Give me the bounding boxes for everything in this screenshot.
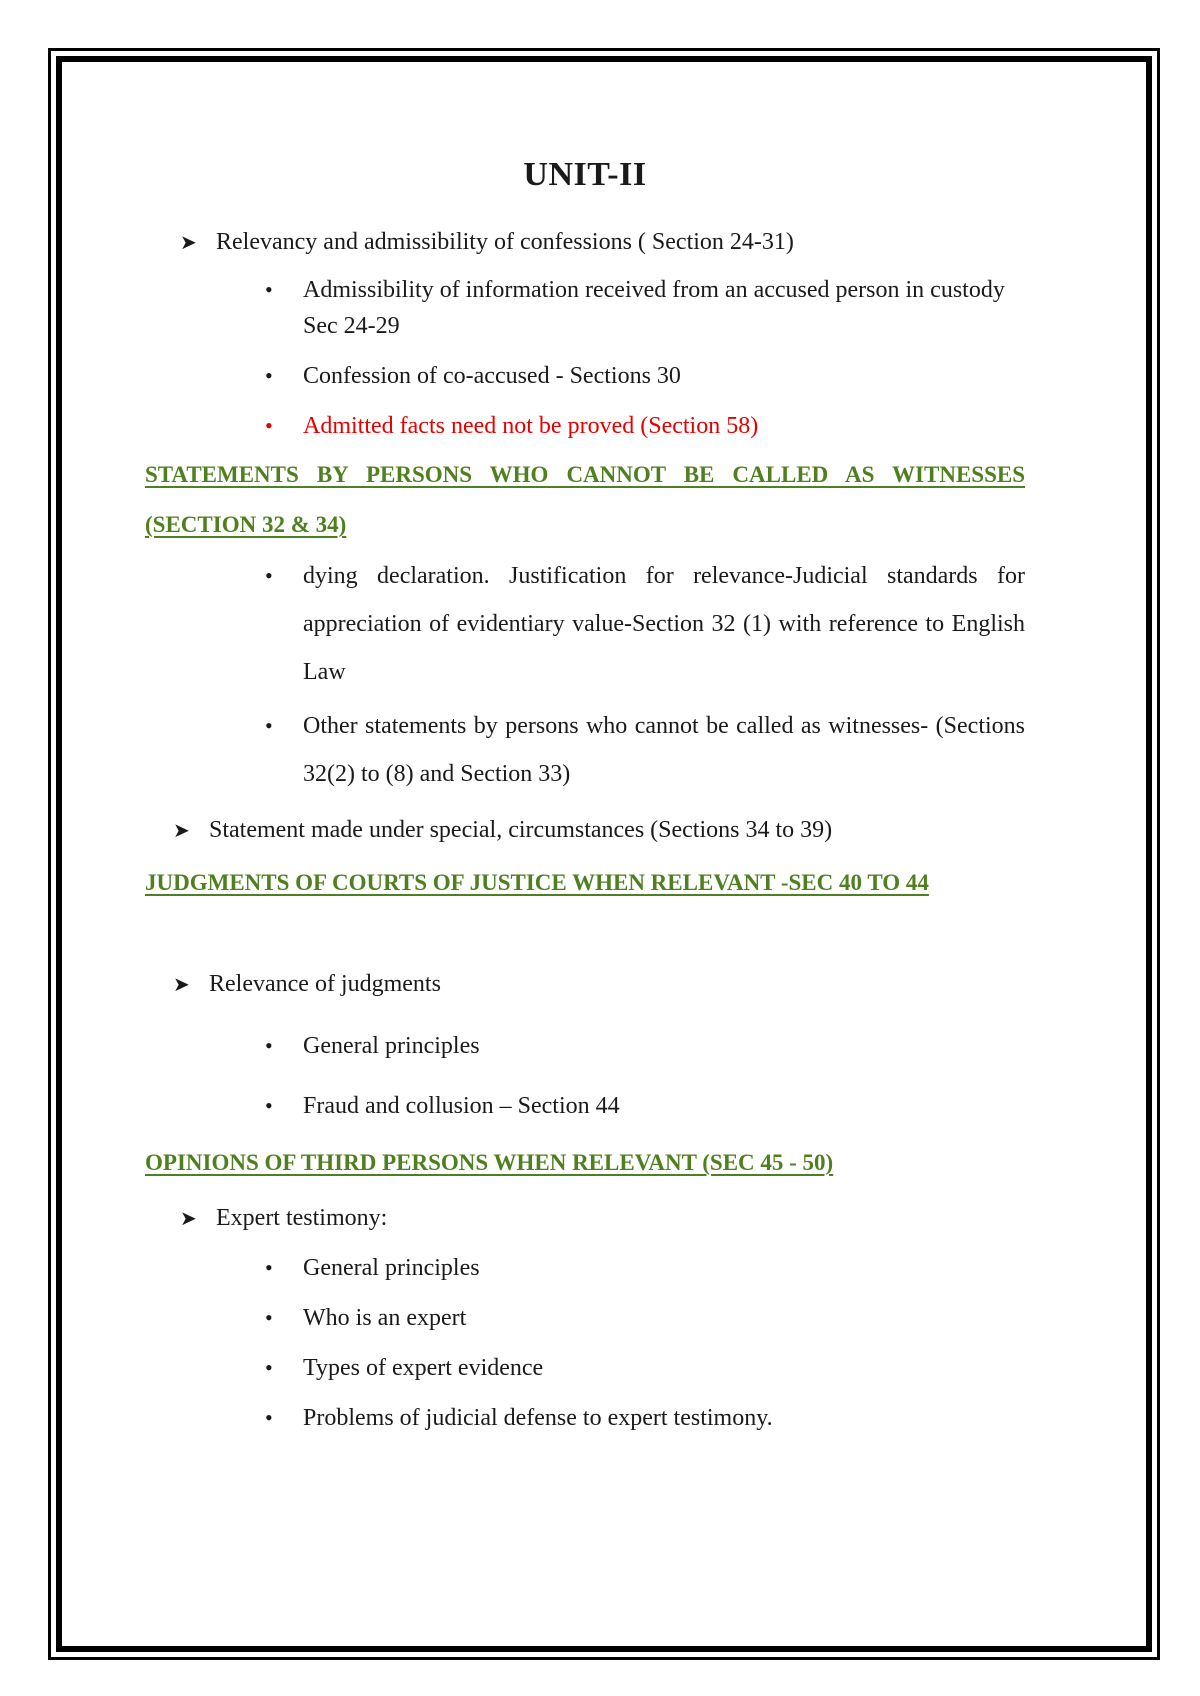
section-heading: STATEMENTS BY PERSONS WHO CANNOT BE CALLED AS WITNESSES (SECTION 32 & 34) [145, 462, 1025, 537]
page-title: UNIT-II [523, 156, 647, 193]
list-item-highlighted: • Admitted facts need not be proved (Section 58) [265, 406, 1025, 446]
list-item: • Other statements by persons who cannot be called as witnesses- (Sections 32(2) to (8) and Section 33) [265, 702, 1025, 798]
arrow-bullet-icon: ➤ [173, 974, 190, 996]
list-item: • Admissibility of information received from an accused person in custody Sec 24-29 [265, 272, 1025, 344]
list-item: ➤ Relevancy and admissibility of confessions ( Section 24-31) [180, 222, 794, 263]
arrow-bullet-icon: ➤ [180, 232, 197, 254]
list-item: • Confession of co-accused - Sections 30 [265, 356, 1025, 396]
arrow-bullet-icon: ➤ [180, 1208, 197, 1230]
list-item: • dying declaration. Justification for relevance-Judicial standards for appreciation of evidentiary value-Section 32 (1) with reference to English Law [265, 552, 1025, 696]
list-item: ➤ Expert testimony: [180, 1198, 387, 1239]
list-item: • Types of expert evidence [265, 1348, 1025, 1388]
section-heading: JUDGMENTS OF COURTS OF JUSTICE WHEN RELEVANT -SEC 40 TO 44 [145, 870, 929, 895]
list-item: • Problems of judicial defense to expert testimony. [265, 1398, 1025, 1438]
list-item: ➤ Statement made under special, circumstances (Sections 34 to 39) [173, 810, 832, 851]
list-item: • Fraud and collusion – Section 44 [265, 1086, 1025, 1126]
arrow-bullet-icon: ➤ [173, 820, 190, 842]
section-heading: OPINIONS OF THIRD PERSONS WHEN RELEVANT (SEC 45 - 50) [145, 1150, 834, 1175]
list-item: • General principles [265, 1026, 1025, 1066]
list-item: ➤ Relevance of judgments [173, 964, 441, 1005]
list-item: • General principles [265, 1248, 1025, 1288]
list-item: • Who is an expert [265, 1298, 1025, 1338]
